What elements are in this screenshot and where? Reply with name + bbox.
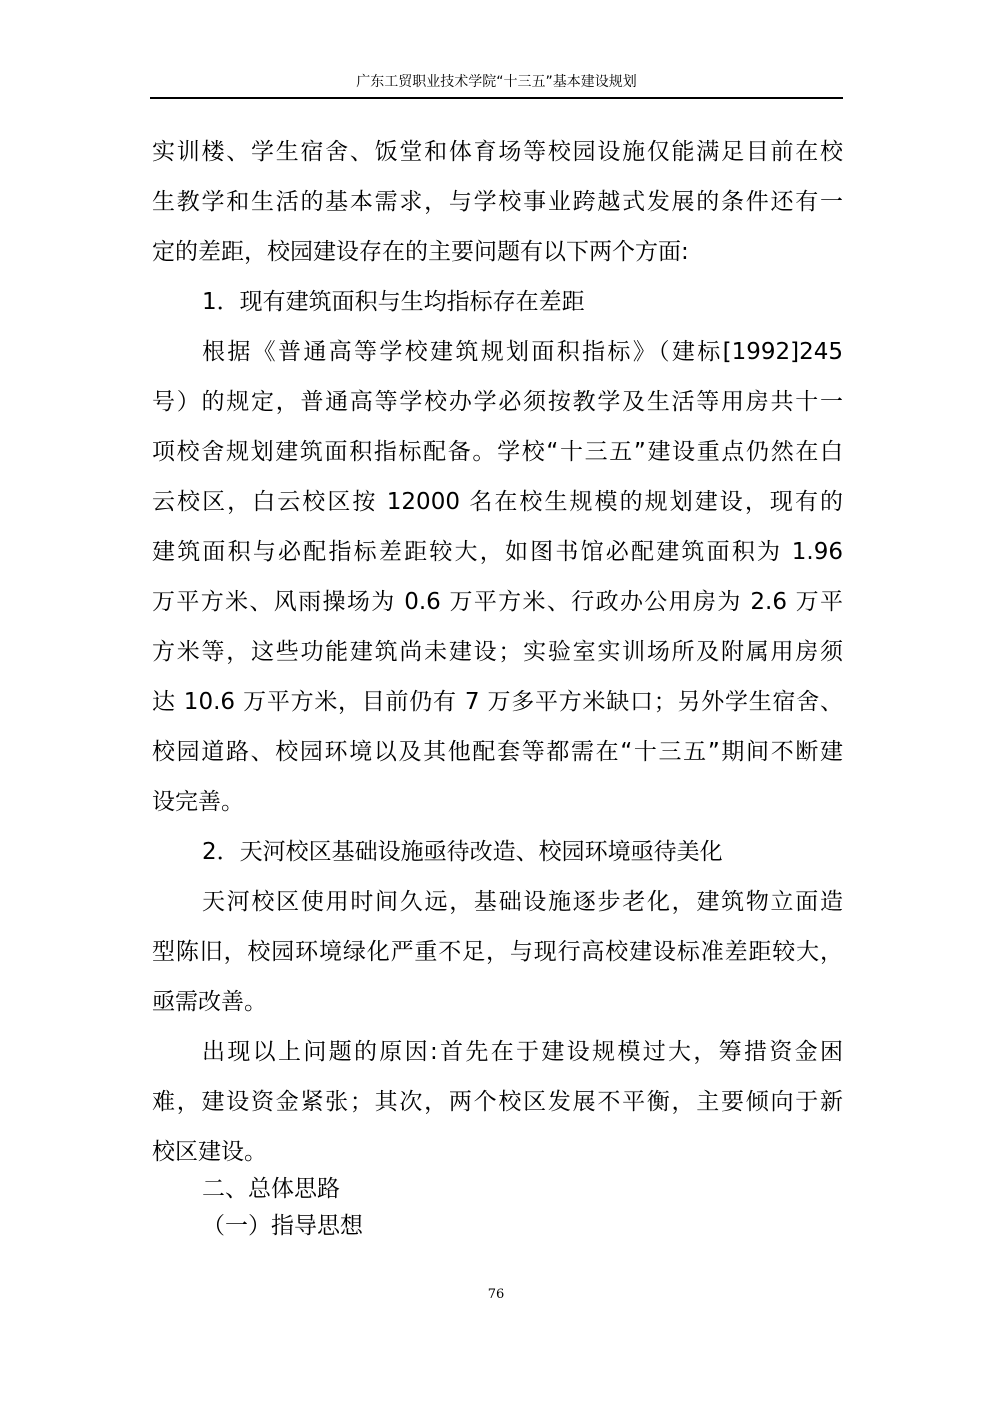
body-line: 达 10.6 万平方米，目前仍有 7 万多平方米缺口；另外学生宿舍、 <box>152 689 843 715</box>
body-line: 建筑面积与必配指标差距较大，如图书馆必配建筑面积为 1.96 <box>152 539 843 565</box>
body-line: 项校舍规划建筑面积指标配备。学校“十三五”建设重点仍然在白 <box>152 439 843 465</box>
header-rule <box>150 97 843 99</box>
subsection-heading: （一）指导思想 <box>202 1213 363 1239</box>
body-line: 万平方米、风雨操场为 0.6 万平方米、行政办公用房为 2.6 万平 <box>152 589 843 615</box>
section-heading: 1．现有建筑面积与生均指标存在差距 <box>202 289 585 315</box>
section-heading: 二、总体思路 <box>202 1176 340 1202</box>
body-line: 根据《普通高等学校建筑规划面积指标》（建标[1992]245 <box>202 339 843 365</box>
body-line: 校区建设。 <box>152 1139 267 1165</box>
section-heading: 2．天河校区基础设施亟待改造、校园环境亟待美化 <box>202 839 723 865</box>
body-line: 天河校区使用时间久远，基础设施逐步老化，建筑物立面造 <box>202 889 843 915</box>
body-line: 校园道路、校园环境以及其他配套等都需在“十三五”期间不断建 <box>152 739 843 765</box>
body-line: 生教学和生活的基本需求，与学校事业跨越式发展的条件还有一 <box>152 189 843 215</box>
body-line: 方米等，这些功能建筑尚未建设；实验室实训场所及附属用房须 <box>152 639 843 665</box>
body-line: 型陈旧，校园环境绿化严重不足，与现行高校建设标准差距较大， <box>152 939 843 965</box>
body-line: 云校区，白云校区按 12000 名在校生规模的规划建设，现有的 <box>152 489 843 515</box>
body-line: 亟需改善。 <box>152 989 267 1015</box>
body-line: 号）的规定，普通高等学校办学必须按教学及生活等用房共十一 <box>152 389 843 415</box>
body-line: 难，建设资金紧张；其次，两个校区发展不平衡，主要倾向于新 <box>152 1089 843 1115</box>
body-line: 出现以上问题的原因:首先在于建设规模过大，筹措资金困 <box>202 1039 843 1065</box>
running-header: 广东工贸职业技术学院“十三五”基本建设规划 <box>356 74 637 90</box>
body-line: 定的差距，校园建设存在的主要问题有以下两个方面: <box>152 239 689 265</box>
page-number: 76 <box>487 1287 505 1302</box>
body-line: 实训楼、学生宿舍、饭堂和体育场等校园设施仅能满足目前在校 <box>152 139 843 165</box>
body-line: 设完善。 <box>152 789 244 815</box>
